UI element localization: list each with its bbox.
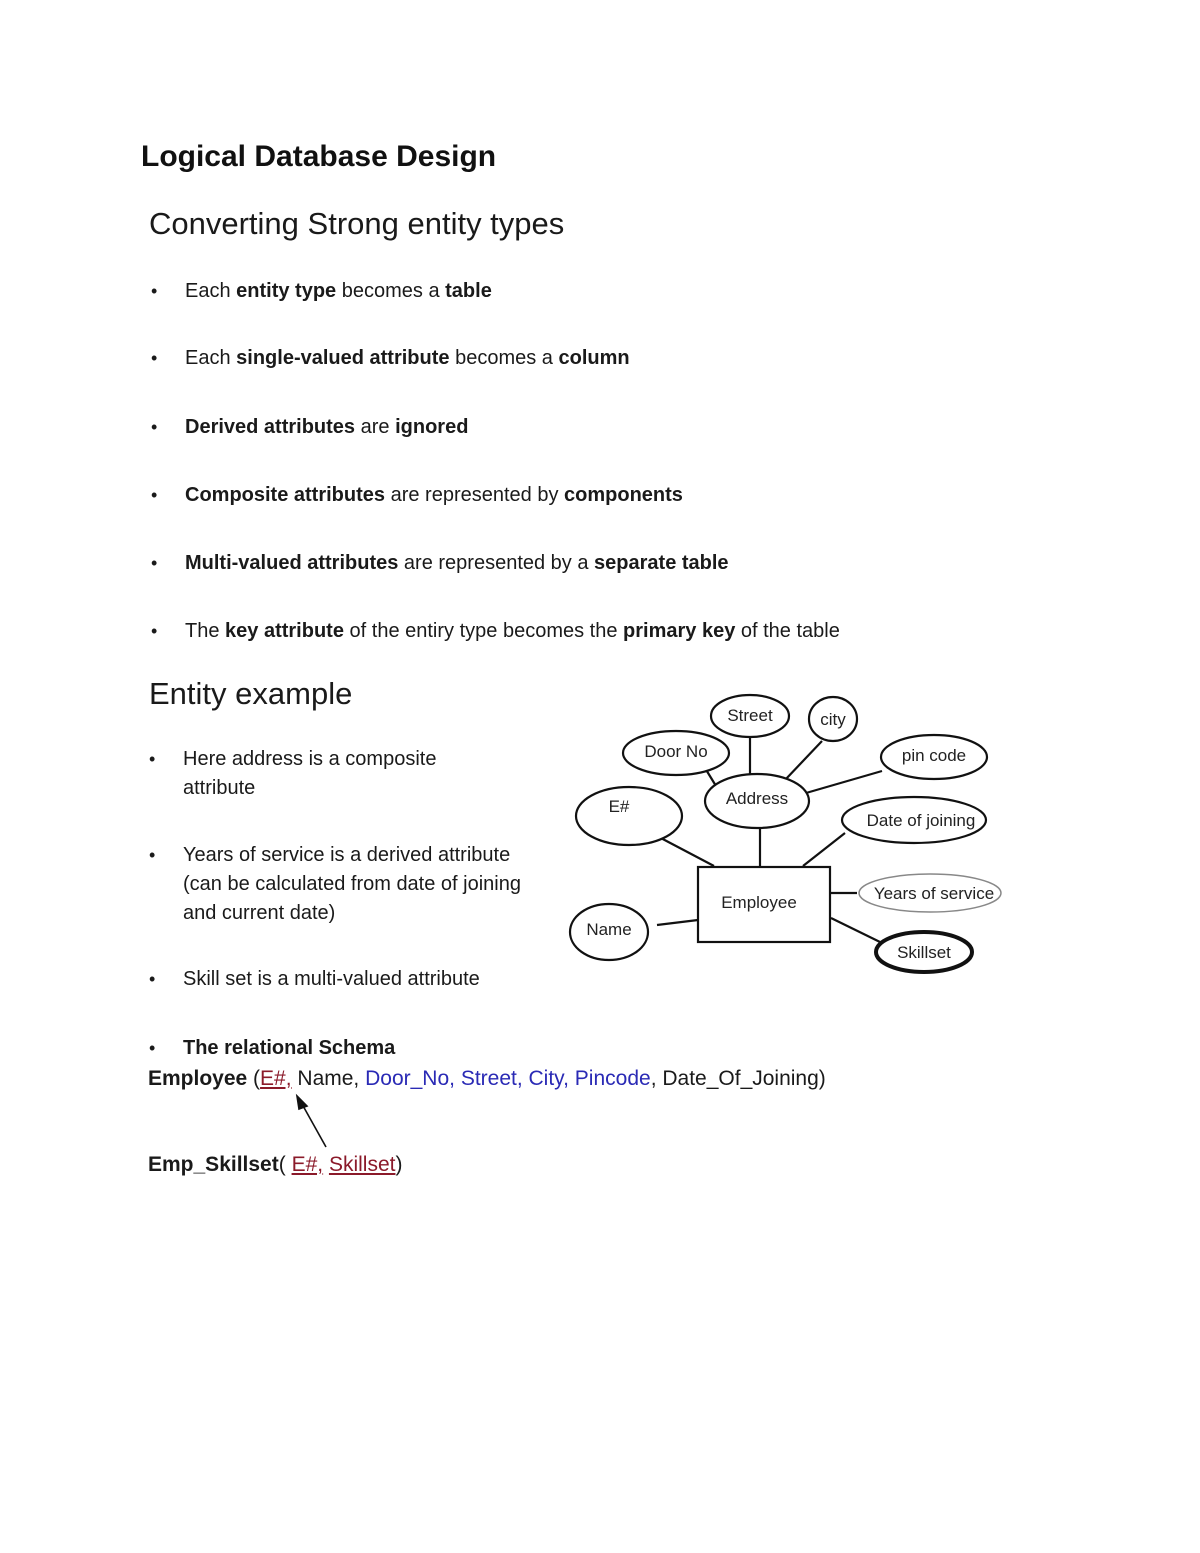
schema-emp-skillset: Emp_Skillset( E#, Skillset): [148, 1153, 403, 1176]
employee-label: Employee: [721, 893, 797, 912]
list-item: • The relational Schema: [183, 1034, 395, 1063]
connector-line: [806, 771, 882, 793]
pin-code-label: pin code: [901, 746, 967, 765]
bullet-icon: •: [151, 621, 158, 641]
attribute-e-num: [576, 787, 682, 845]
bullet-icon: •: [151, 485, 158, 505]
bullet-icon: •: [149, 749, 156, 769]
years-of-service-label: Years of service: [873, 884, 995, 903]
street-label: Street: [727, 706, 773, 725]
bullet-icon: •: [151, 348, 158, 368]
list-item: • Each entity type becomes a table: [185, 277, 492, 306]
primary-key: E#,: [260, 1067, 292, 1090]
address-label: Address: [725, 789, 789, 808]
list-item: • Here address is a composite attribute: [183, 745, 483, 803]
city-label: city: [820, 710, 846, 729]
list-item: • Skill set is a multi-valued attribute: [183, 965, 480, 994]
bullet-icon: •: [151, 281, 158, 301]
list-item: • Multi-valued attributes are represented by a separate table: [185, 549, 729, 578]
skillset-label: Skillset: [897, 943, 951, 962]
list-item: • Each single-valued attribute becomes a column: [185, 344, 630, 373]
connector-line: [785, 741, 822, 780]
schema-employee: Employee (E#, Name, Door_No, Street, City, Pincode, Date_Of_Joining): [148, 1067, 826, 1090]
bullet-icon: •: [149, 845, 156, 865]
composite-attributes: Door_No, Street, City, Pincode: [365, 1067, 651, 1090]
arrow-head-icon: [297, 1096, 307, 1109]
bullet-icon: •: [149, 969, 156, 989]
list-item: • Composite attributes are represented by components: [185, 481, 683, 510]
section-heading-entity-example: Entity example: [149, 676, 353, 711]
foreign-key-arrow: [302, 1104, 326, 1147]
e-num-label: E#: [608, 797, 630, 816]
list-item: • Derived attributes are ignored: [185, 413, 468, 442]
connector-line: [657, 920, 698, 925]
date-of-joining-label: Date of joining: [866, 811, 976, 830]
bullet-icon: •: [151, 417, 158, 437]
bullet-icon: •: [151, 553, 158, 573]
list-item: • Years of service is a derived attribute (can be calculated from date of joining and current date): [183, 841, 543, 928]
list-item: • The key attribute of the entiry type becomes the primary key of the table: [185, 617, 840, 646]
page-title: Logical Database Design: [141, 140, 497, 173]
connector-line: [803, 833, 845, 866]
primary-key: E#,: [291, 1153, 324, 1176]
section-heading-converting: Converting Strong entity types: [149, 206, 565, 241]
primary-key: Skillset: [328, 1153, 396, 1176]
bullet-icon: •: [149, 1038, 156, 1058]
door-no-label: Door No: [644, 742, 708, 761]
connector-line: [831, 918, 880, 942]
connector-line: [657, 836, 714, 866]
name-label: Name: [586, 920, 632, 939]
